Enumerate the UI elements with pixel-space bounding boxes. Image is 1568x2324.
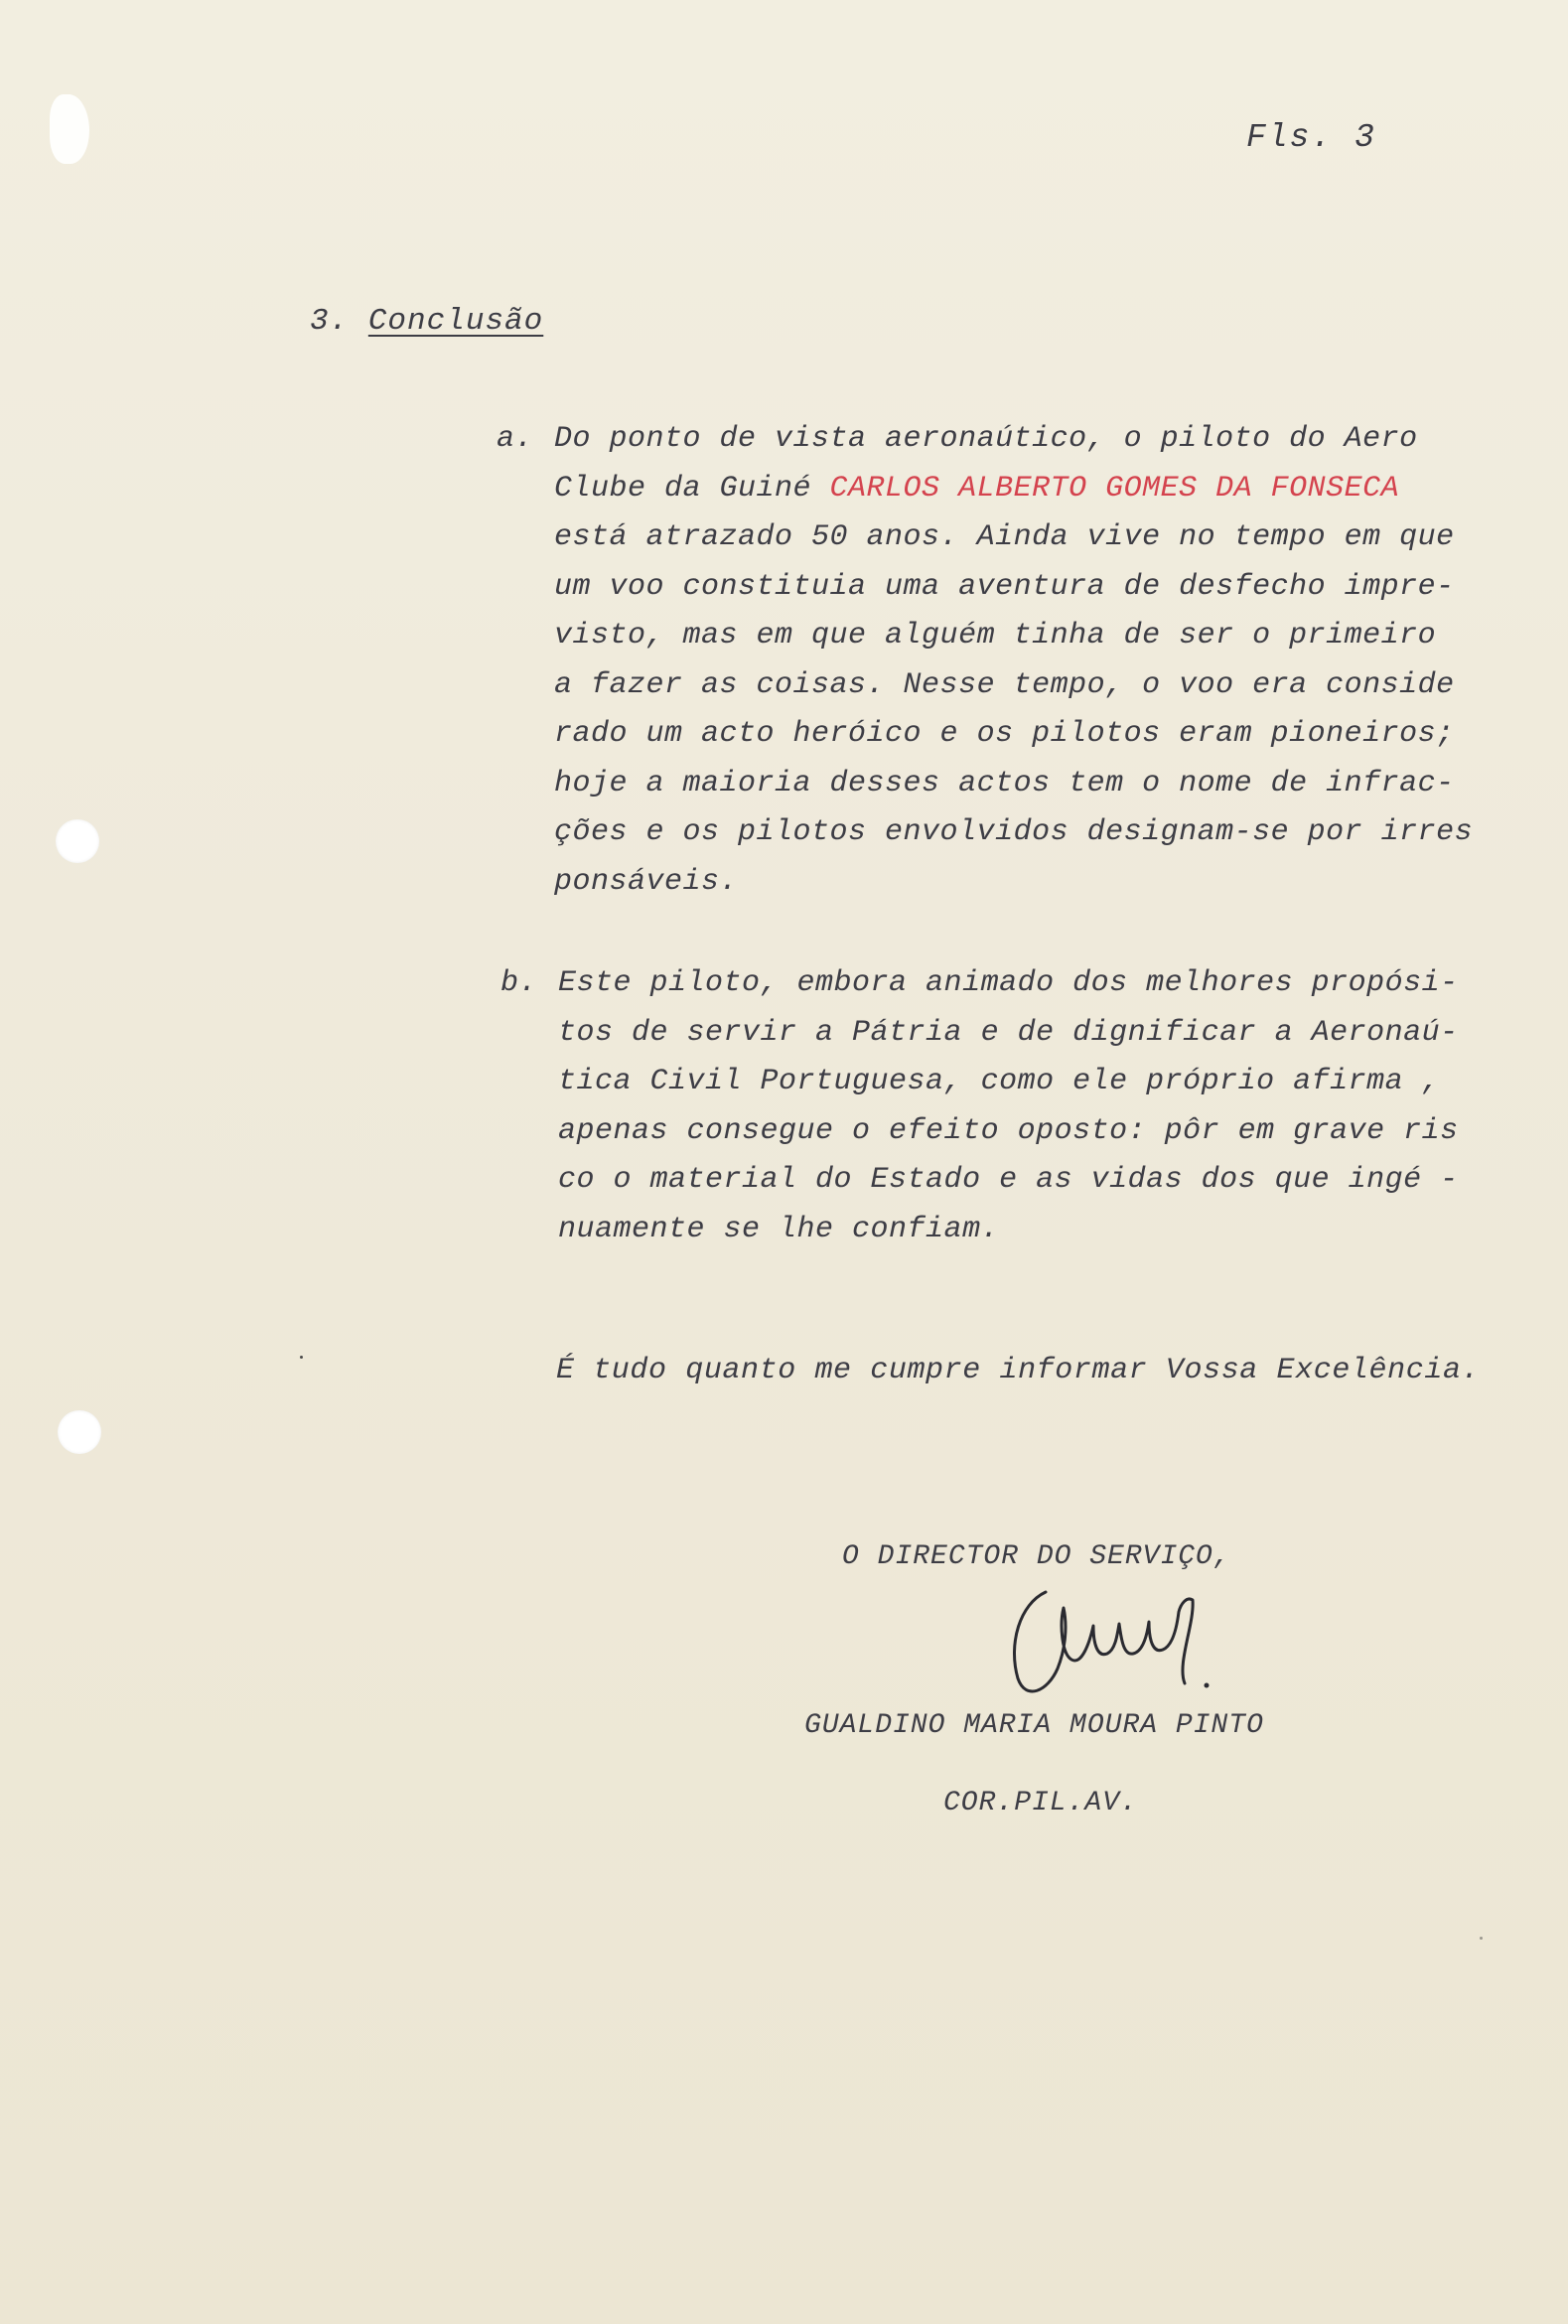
paragraph-a-line: a fazer as coisas. Nesse tempo, o voo era conside <box>554 667 1455 702</box>
paragraph-b <box>500 959 1459 1254</box>
paragraph-b-line: nuamente se lhe confiam. <box>558 1212 1000 1246</box>
paragraph-b-line: tica Civil Portuguesa, como ele próprio afirma , <box>558 1065 1441 1098</box>
paragraph-a-line-prefix: Clube da Guiné <box>554 471 830 506</box>
section-heading <box>310 304 543 339</box>
paragraph-a-marker: a. <box>497 422 534 456</box>
paragraph-a <box>497 415 1474 907</box>
paragraph-a-line: hoje a maioria desses actos tem o nome de infrac- <box>554 766 1455 800</box>
section-title: Conclusão <box>367 304 544 339</box>
signatory-name: GUALDINO MARIA MOURA PINTO <box>804 1710 1264 1741</box>
paragraph-b-line: Este piloto, embora animado dos melhores propósi- <box>558 966 1459 1000</box>
closing-sentence: É tudo quanto me cumpre informar Vossa Excelência. <box>556 1354 1481 1387</box>
paragraph-b-line: co o material do Estado e as vidas dos que ingé - <box>558 1163 1459 1197</box>
signatory-role: O DIRECTOR DO SERVIÇO, <box>842 1541 1231 1572</box>
paragraph-a-line: Do ponto de vista aeronaútico, o piloto do Aero <box>554 422 1418 456</box>
paragraph-b-line: apenas consegue o efeito oposto: pôr em grave ris <box>558 1113 1459 1148</box>
paragraph-b-marker: b. <box>500 966 538 1000</box>
paper-tear <box>50 94 89 164</box>
paper-speck <box>1480 1937 1483 1940</box>
paragraph-a-line: ções e os pilotos envolvidos designam-se por irres <box>554 815 1474 849</box>
paragraph-a-line: visto, mas em que alguém tinha de ser o primeiro <box>554 619 1437 653</box>
paragraph-a-line: rado um acto heróico e os pilotos eram pioneiros; <box>554 717 1455 751</box>
paragraph-a-line: está atrazado 50 anos. Ainda vive no tempo em que <box>554 520 1455 554</box>
folio-number: Fls. 3 <box>1246 119 1376 156</box>
paragraph-b-line: tos de servir a Pátria e de dignificar a Aeronaú- <box>558 1015 1459 1050</box>
handwritten-signature <box>998 1574 1226 1703</box>
pilot-name: CARLOS ALBERTO GOMES DA FONSECA <box>829 471 1400 506</box>
paragraph-a-line <box>554 465 1473 514</box>
paper-speck <box>300 1356 303 1359</box>
paragraph-a-line: um voo constituia uma aventura de desfecho impre- <box>554 569 1455 604</box>
punch-hole-bottom <box>58 1410 101 1454</box>
punch-hole-top <box>56 819 99 863</box>
section-number: 3. <box>310 304 350 339</box>
signatory-rank: COR.PIL.AV. <box>943 1788 1138 1818</box>
paragraph-a-line: ponsáveis. <box>554 864 739 899</box>
